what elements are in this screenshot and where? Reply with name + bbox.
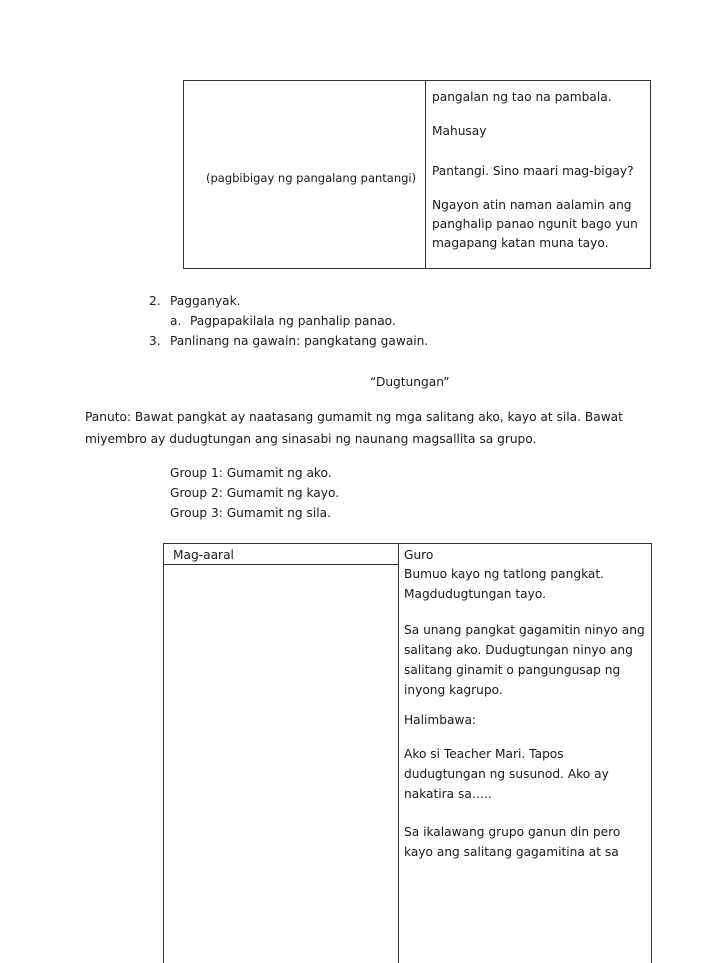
table-cell-right — [426, 81, 650, 268]
list-letter: a. — [170, 314, 182, 328]
right-cell-line: Pantangi. Sino maari mag-bigay? — [432, 164, 634, 178]
group-line: Group 2: Gumamit ng kayo. — [170, 486, 340, 500]
table-column-divider — [398, 544, 399, 963]
teacher-line: nakatira sa….. — [404, 787, 492, 801]
teacher-line: salitang ginamit o pangungusap ng — [404, 663, 621, 677]
panuto-line: Panuto: Bawat pangkat ay naatasang gumamit ng mga salitang ako, kayo at sila. Bawat — [85, 410, 623, 424]
table-header-student: Mag-aaral — [173, 548, 234, 562]
teacher-line: dudugtungan ng susunod. Ako ay — [404, 767, 609, 781]
activity-title: “Dugtungan” — [370, 375, 450, 389]
right-cell-line: magapang katan muna tayo. — [432, 236, 609, 250]
activity-table — [163, 543, 652, 963]
list-number: 3. — [149, 334, 161, 348]
list-item-pagganyak: Pagganyak. — [170, 294, 241, 308]
list-number: 2. — [149, 294, 161, 308]
table-cell-left — [184, 81, 425, 268]
teacher-line: Magdudugtungan tayo. — [404, 587, 546, 601]
teacher-line: Sa ikalawang grupo ganun din pero — [404, 825, 621, 839]
panuto-line: miyembro ay dudugtungan ang sinasabi ng naunang magsallita sa grupo. — [85, 432, 537, 446]
teacher-line: salitang ako. Dudugtungan ninyo ang — [404, 643, 633, 657]
right-cell-line: pangalan ng tao na pambala. — [432, 90, 612, 104]
list-item-panlinang: Panlinang na gawain: pangkatang gawain. — [170, 334, 429, 348]
teacher-line: inyong kagrupo. — [404, 683, 503, 697]
teacher-line: Ako si Teacher Mari. Tapos — [404, 747, 564, 761]
left-cell-text: (pagbibigay ng pangalang pantangi) — [206, 171, 417, 185]
right-cell-line: panghalip panao ngunit bago yun — [432, 217, 638, 231]
right-cell-line: Ngayon atin naman aalamin ang — [432, 198, 632, 212]
group-line: Group 1: Gumamit ng ako. — [170, 466, 332, 480]
lesson-table-top — [183, 80, 651, 269]
table-header-teacher: Guro — [404, 548, 434, 562]
teacher-line: Bumuo kayo ng tatlong pangkat. — [404, 567, 605, 581]
group-line: Group 3: Gumamit ng sila. — [170, 506, 331, 520]
list-subitem: Pagpapakilala ng panhalip panao. — [190, 314, 396, 328]
teacher-line: Halimbawa: — [404, 713, 477, 727]
teacher-line: Sa unang pangkat gagamitin ninyo ang — [404, 623, 645, 637]
teacher-line: kayo ang salitang gagamitina at sa — [404, 845, 619, 859]
right-cell-line: Mahusay — [432, 124, 487, 138]
